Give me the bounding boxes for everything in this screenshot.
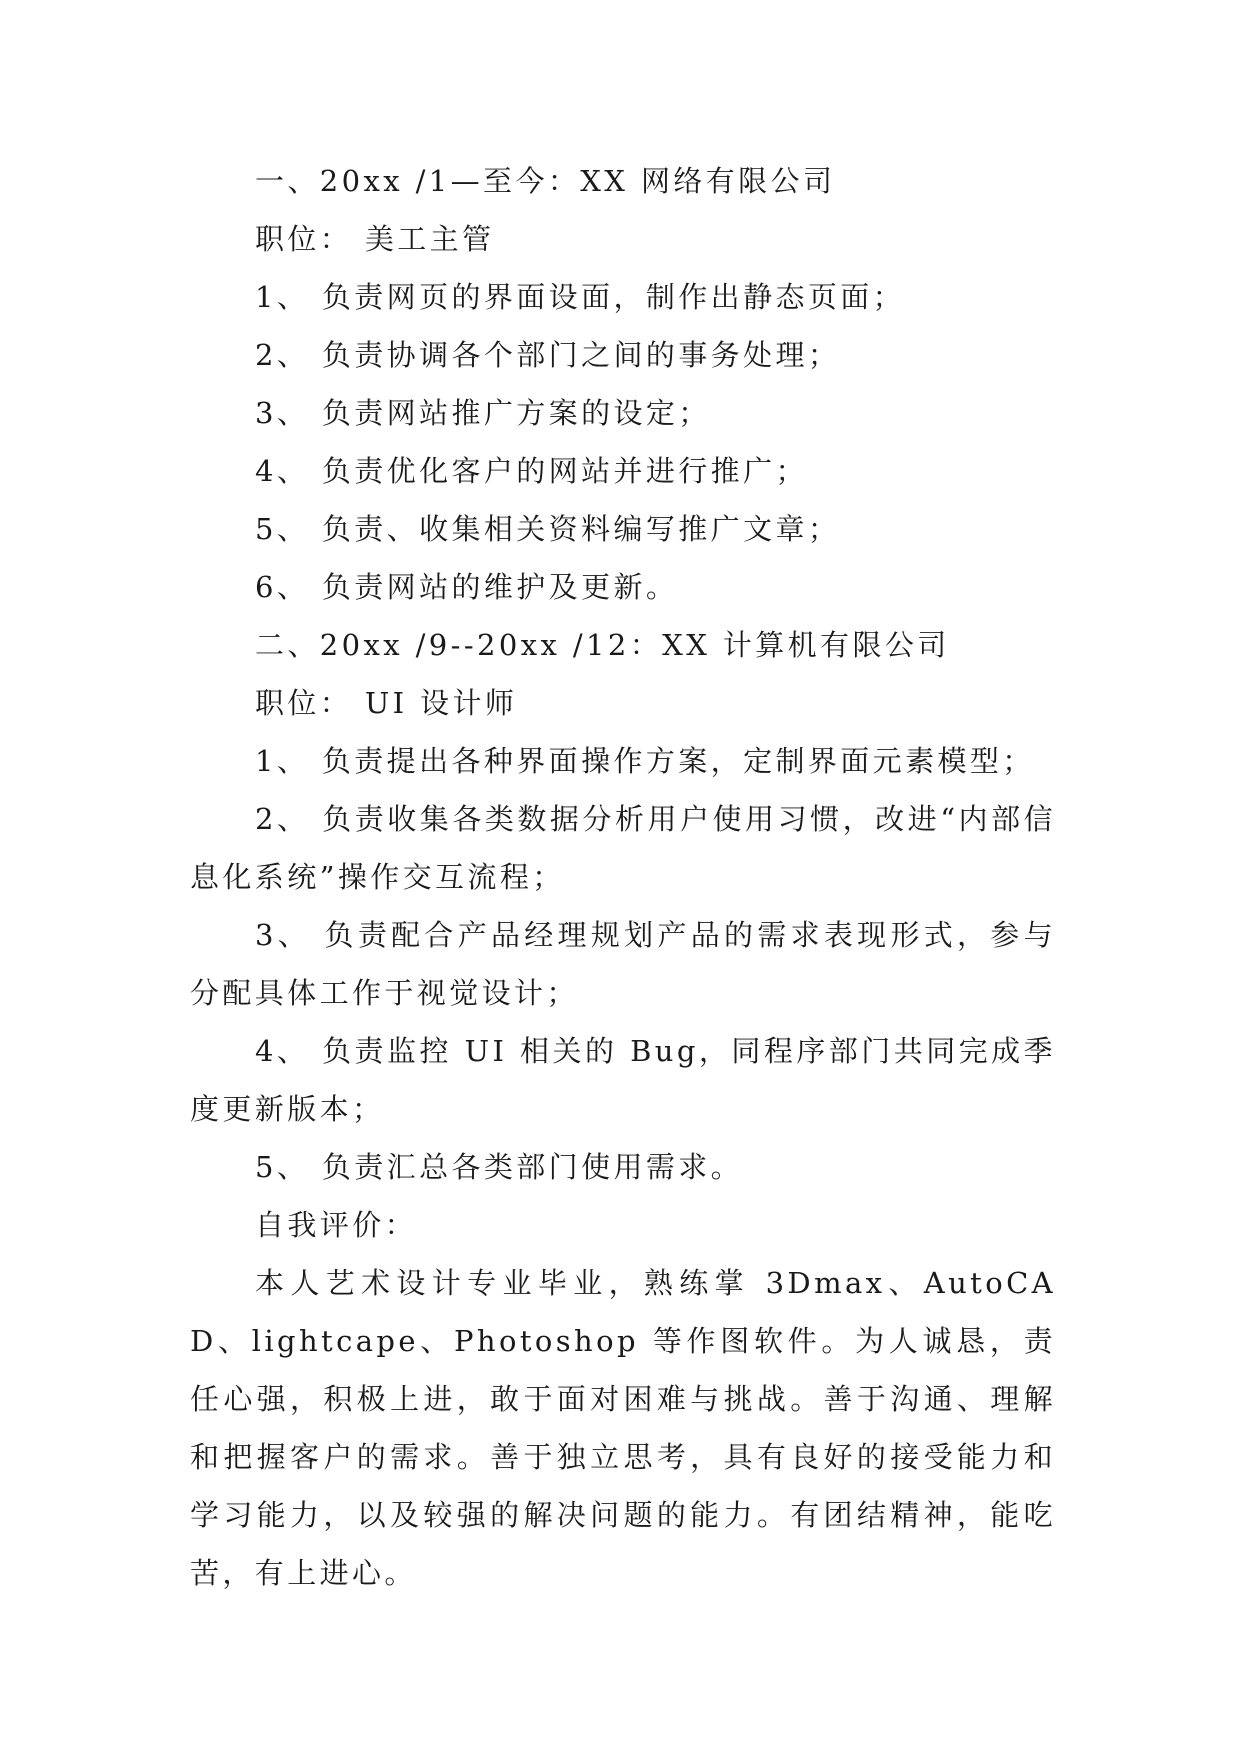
- self-eval-body: 本人艺术设计专业毕业，熟练掌 3Dmax、AutoCAD、lightcape、Photoshop 等作图软件。为人诚恳，责任心强，积极上进，敢于面对困难与挑战。善于沟通、理解和把握客户的需求。善于独立思考，具有良好的接受能力和学习能力，以及较强的解决问题的能力。有团结精神，能吃苦，有上进心。: [190, 1266, 1056, 1590]
- self-eval-title: 自我评价：: [255, 1208, 418, 1242]
- job1-duty-4: 4、 负责优化客户的网站并进行推广；: [255, 454, 808, 488]
- job1-duty-6: 6、 负责网站的维护及更新。: [255, 570, 679, 604]
- job2-duty-4: 4、 负责监控 UI 相关的 Bug，同程序部门共同完成季度更新版本；: [190, 1034, 1056, 1126]
- resume-page: [190, 152, 1056, 1602]
- job1-position: 职位： 美工主管: [255, 222, 495, 256]
- job1-duty-2: 2、 负责协调各个部门之间的事务处理；: [255, 338, 841, 372]
- job2-duty-3: 3、 负责配合产品经理规划产品的需求表现形式，参与分配具体工作于视觉设计；: [190, 918, 1056, 1010]
- job2-heading: 二、20xx /9--20xx /12：XX 计算机有限公司: [255, 628, 950, 662]
- job2-position: 职位： UI 设计师: [255, 686, 518, 720]
- job1-duty-5: 5、 负责、收集相关资料编写推广文章；: [255, 512, 841, 546]
- job1-duty-1: 1、 负责网页的界面设面，制作出静态页面；: [255, 280, 906, 314]
- job1-duty-3: 3、 负责网站推广方案的设定；: [255, 396, 711, 430]
- job2-duty-1: 1、 负责提出各种界面操作方案，定制界面元素模型；: [255, 744, 1035, 778]
- job2-duty-2: 2、 负责收集各类数据分析用户使用习惯，改进“内部信息化系统”操作交互流程；: [190, 802, 1056, 894]
- job1-heading: 一、20xx /1—至今：XX 网络有限公司: [255, 164, 836, 198]
- job2-duty-5: 5、 负责汇总各类部门使用需求。: [255, 1150, 744, 1184]
